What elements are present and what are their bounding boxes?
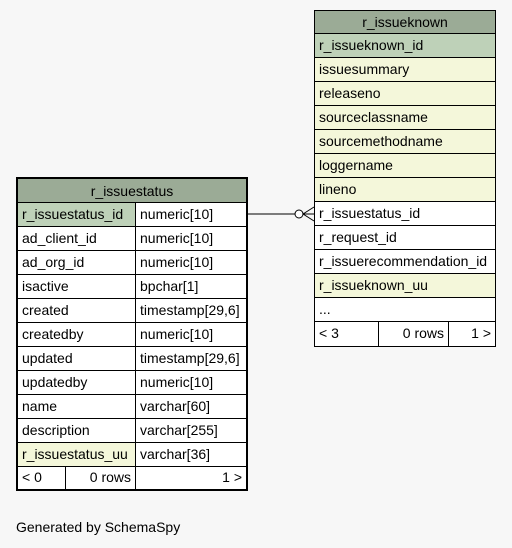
- column-name[interactable]: r_issuerecommendation_id: [315, 250, 495, 273]
- column-name[interactable]: ...: [315, 298, 495, 321]
- table-title[interactable]: r_issuestatus: [18, 179, 246, 203]
- column-name[interactable]: description: [18, 419, 136, 442]
- column-name[interactable]: sourceclassname: [315, 106, 495, 129]
- table-row[interactable]: [315, 34, 495, 58]
- column-list: [18, 203, 246, 467]
- column-name[interactable]: name: [18, 395, 136, 418]
- column-name[interactable]: r_issuestatus_id: [315, 202, 495, 225]
- column-type: numeric[10]: [136, 251, 246, 274]
- table-row[interactable]: [315, 82, 495, 106]
- table-row[interactable]: [315, 202, 495, 226]
- column-name[interactable]: updatedby: [18, 371, 136, 394]
- table-row[interactable]: [18, 323, 246, 347]
- table-row[interactable]: [18, 347, 246, 371]
- generated-by-caption: Generated by SchemaSpy: [16, 519, 181, 535]
- column-type: numeric[10]: [136, 323, 246, 346]
- column-name[interactable]: ad_client_id: [18, 227, 136, 250]
- table-row[interactable]: [315, 58, 495, 82]
- table-row[interactable]: [315, 226, 495, 250]
- column-name[interactable]: createdby: [18, 323, 136, 346]
- column-name[interactable]: loggername: [315, 154, 495, 177]
- column-name[interactable]: ad_org_id: [18, 251, 136, 274]
- parents-link[interactable]: < 3: [315, 322, 379, 346]
- column-name[interactable]: sourcemethodname: [315, 130, 495, 153]
- table-row[interactable]: [315, 154, 495, 178]
- column-type: bpchar[1]: [136, 275, 246, 298]
- column-type: timestamp[29,6]: [136, 347, 246, 370]
- table-row[interactable]: [18, 443, 246, 467]
- table-row[interactable]: [315, 130, 495, 154]
- table-row[interactable]: [315, 298, 495, 322]
- crowfoot-lower: [303, 214, 314, 221]
- children-link[interactable]: 1 >: [222, 469, 242, 485]
- column-type: numeric[10]: [136, 371, 246, 394]
- column-list: [315, 34, 495, 322]
- column-type: varchar[36]: [136, 443, 246, 466]
- table-row[interactable]: [315, 250, 495, 274]
- table-row[interactable]: [315, 274, 495, 298]
- parents-link[interactable]: < 0: [18, 467, 66, 489]
- optional-circle: [295, 210, 303, 218]
- column-name[interactable]: lineno: [315, 178, 495, 201]
- column-name[interactable]: r_issueknown_uu: [315, 274, 495, 297]
- column-name[interactable]: issuesummary: [315, 58, 495, 81]
- crowfoot-upper: [303, 207, 314, 214]
- table-row[interactable]: [18, 371, 246, 395]
- column-name[interactable]: releaseno: [315, 82, 495, 105]
- column-name[interactable]: r_issueknown_id: [315, 34, 495, 57]
- table-row[interactable]: [18, 395, 246, 419]
- table-row[interactable]: [18, 299, 246, 323]
- column-type: numeric[10]: [136, 227, 246, 250]
- column-name[interactable]: r_issuestatus_uu: [18, 443, 136, 466]
- table-title[interactable]: r_issueknown: [315, 11, 495, 34]
- column-type: timestamp[29,6]: [136, 299, 246, 322]
- table-row[interactable]: [18, 227, 246, 251]
- table-r-issuestatus[interactable]: [16, 177, 248, 491]
- column-name[interactable]: isactive: [18, 275, 136, 298]
- row-count: 0 rows: [66, 467, 136, 489]
- table-row[interactable]: [18, 419, 246, 443]
- table-row[interactable]: [315, 178, 495, 202]
- table-row[interactable]: [315, 106, 495, 130]
- column-name[interactable]: created: [18, 299, 136, 322]
- table-footer: [18, 467, 246, 489]
- children-link[interactable]: 1 >: [471, 325, 491, 341]
- column-name[interactable]: r_issuestatus_id: [18, 203, 136, 226]
- column-type: varchar[255]: [136, 419, 246, 442]
- row-count: 0 rows: [379, 322, 449, 346]
- table-row[interactable]: [18, 275, 246, 299]
- column-name[interactable]: r_request_id: [315, 226, 495, 249]
- table-footer: [315, 322, 495, 346]
- column-type: numeric[10]: [136, 203, 246, 226]
- table-row[interactable]: [18, 203, 246, 227]
- column-name[interactable]: updated: [18, 347, 136, 370]
- column-type: varchar[60]: [136, 395, 246, 418]
- table-row[interactable]: [18, 251, 246, 275]
- table-r-issueknown[interactable]: [314, 10, 496, 347]
